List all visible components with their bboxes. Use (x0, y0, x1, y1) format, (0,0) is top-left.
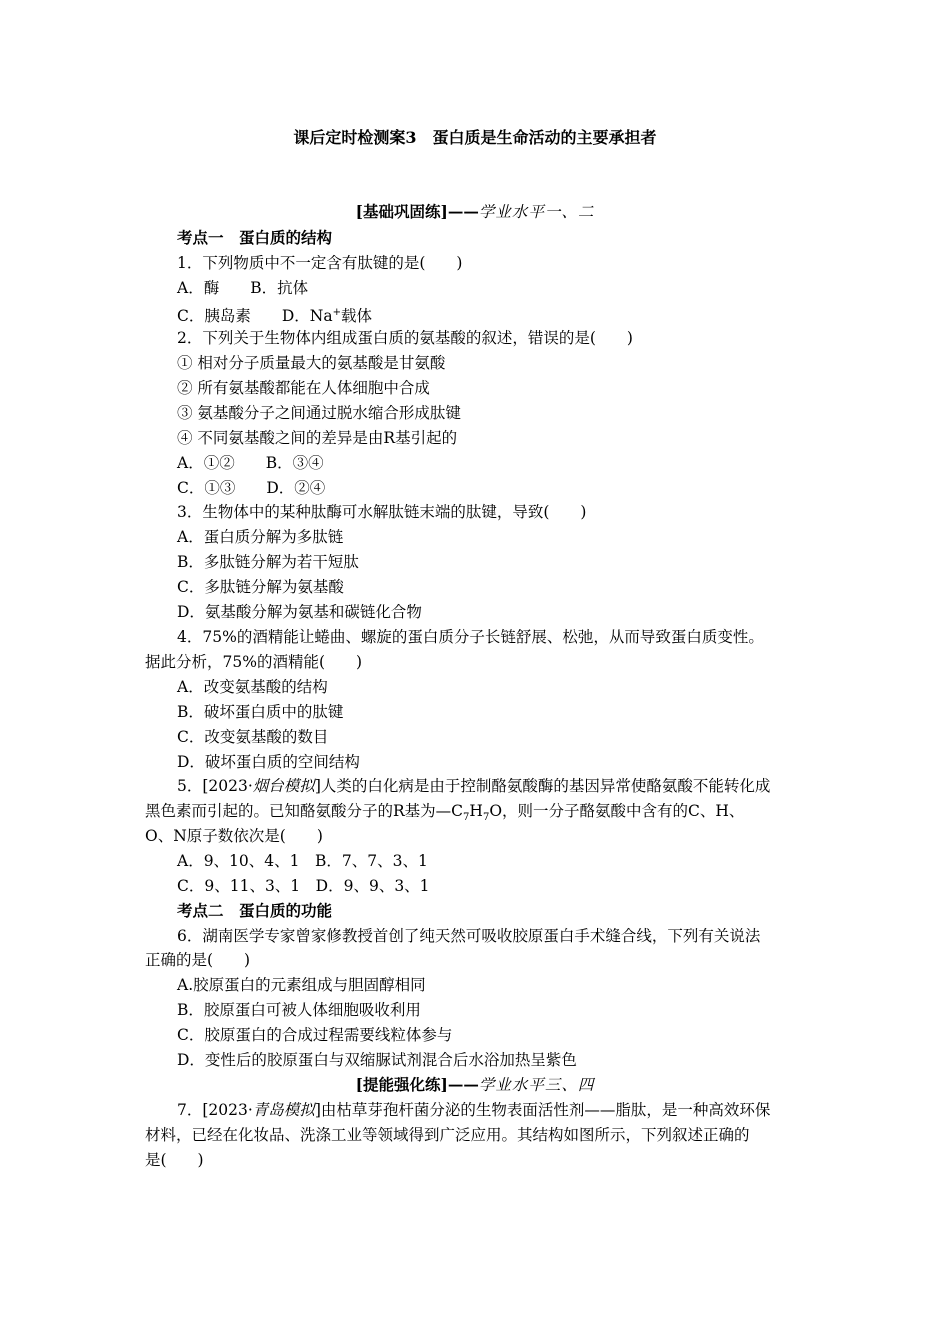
question-stem: 6．湖南医学专家曾家修教授首创了纯天然可吸收胶原蛋白手术缝合线，下列有关说法 (177, 927, 761, 945)
kaodian-heading: 考点二 蛋白质的功能 (177, 901, 333, 920)
question-options: C．①③ D．②④ (177, 479, 326, 497)
question-stem: 3．生物体中的某种肽酶可水解肽链末端的肽键，导致( ) (177, 503, 587, 521)
option-a: A．改变氨基酸的结构 (177, 678, 328, 696)
question-stem-continued: 正确的是( ) (145, 951, 251, 969)
option-b: B．胶原蛋白可被人体细胞吸收利用 (177, 1001, 421, 1019)
question-stem-continued: O、N原子数依次是( ) (145, 827, 323, 845)
option-c: C．多肽链分解为氨基酸 (177, 578, 344, 596)
option-d: D．氨基酸分解为氨基和碳链化合物 (177, 603, 422, 621)
question-stem: 7．[2023·青岛模拟]由枯草芽孢杆菌分泌的生物表面活性剂——脂肽，是一种高效环保 (177, 1101, 771, 1119)
option-b: B．多肽链分解为若干短肽 (177, 553, 359, 571)
question-options: A．酶 B．抗体 (177, 279, 309, 297)
question-options: A．9、10、4、1 B．7、7、3、1 (177, 852, 428, 870)
question-stem: 5．[2023·烟台模拟]人类的白化病是由于控制酪氨酸酶的基因异常使酪氨酸不能转化成 (177, 777, 771, 795)
option-d: D．变性后的胶原蛋白与双缩脲试剂混合后水浴加热呈紫色 (177, 1051, 577, 1069)
statement: ④ 不同氨基酸之间的差异是由R基引起的 (177, 429, 458, 447)
statement: ① 相对分子质量最大的氨基酸是甘氨酸 (177, 354, 446, 372)
question-stem: 2．下列关于生物体内组成蛋白质的氨基酸的叙述，错误的是( ) (177, 329, 633, 347)
question-stem-continued: 是( ) (145, 1151, 204, 1169)
option-c: C．改变氨基酸的数目 (177, 728, 329, 746)
option-c: C．胶原蛋白的合成过程需要线粒体参与 (177, 1026, 453, 1044)
option-a: A.胶原蛋白的元素组成与胆固醇相同 (177, 976, 426, 994)
question-stem-continued: 据此分析，75%的酒精能( ) (145, 653, 363, 671)
option-a: A．蛋白质分解为多肽链 (177, 528, 344, 546)
question-stem: 4．75%的酒精能让蜷曲、螺旋的蛋白质分子长链舒展、松弛，从而导致蛋白质变性。 (177, 628, 764, 646)
page-title: 课后定时检测案3 蛋白质是生命活动的主要承担者 (293, 128, 657, 147)
section-header-basic: [基础巩固练]——学业水平一、二 (355, 202, 595, 221)
kaodian-heading: 考点一 蛋白质的结构 (177, 228, 333, 247)
section-header-advanced: [提能强化练]——学业水平三、四 (355, 1075, 595, 1094)
statement: ② 所有氨基酸都能在人体细胞中合成 (177, 379, 430, 397)
option-b: B．破坏蛋白质中的肽键 (177, 703, 344, 721)
question-options: C．9、11、3、1 D．9、9、3、1 (177, 877, 430, 895)
option-d: D．破坏蛋白质的空间结构 (177, 753, 360, 771)
question-stem-continued: 材料，已经在化妆品、洗涤工业等领域得到广泛应用。其结构如图所示，下列叙述正确的 (145, 1126, 750, 1144)
question-stem: 1．下列物质中不一定含有肽键的是( ) (177, 254, 463, 272)
question-options: C．胰岛素 D．Na+载体 (177, 307, 372, 326)
question-options: A．①② B．③④ (177, 454, 324, 472)
question-stem-continued: 黑色素而引起的。已知酪氨酸分子的R基为$—C_7H_7O$，则一分子酪氨酸中含有的C、H、 (145, 802, 745, 824)
statement: ③ 氨基酸分子之间通过脱水缩合形成肽键 (177, 404, 461, 422)
